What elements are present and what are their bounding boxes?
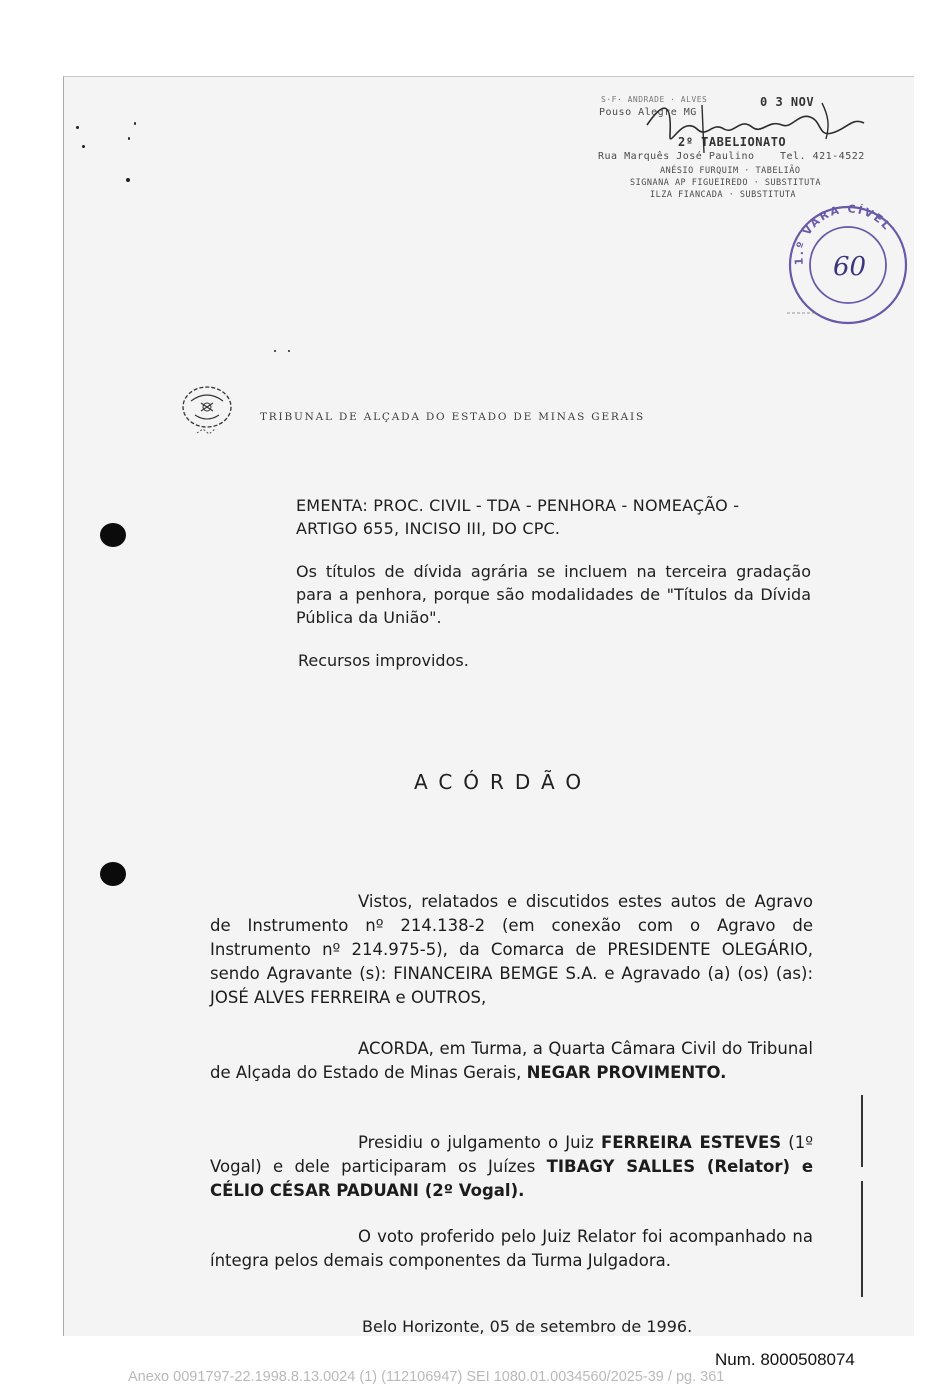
ementa-heading-line1: EMENTA: PROC. CIVIL - TDA - PENHORA - NOMEAÇÃO -: [296, 496, 740, 515]
acordao-paragraph-3: [210, 1131, 813, 1203]
ementa-result: Recursos improvidos.: [298, 651, 469, 670]
scan-speck: [134, 122, 136, 125]
p3-text-a: Presidiu o julgamento o Juiz: [358, 1133, 601, 1152]
p3-text-g: (2º Vogal).: [418, 1181, 525, 1200]
ementa-heading-line2: ARTIGO 655, INCISO III, DO CPC.: [296, 519, 561, 538]
notary-phone: Tel. 421-4522: [780, 151, 865, 162]
annex-footer: Anexo 0091797-22.1998.8.13.0024 (1) (112106947) SEI 1080.01.0034560/2025-39 / pg. 361: [128, 1369, 725, 1385]
judge-relator: TIBAGY SALLES: [546, 1157, 696, 1176]
acordao-paragraph-4: [210, 1225, 813, 1273]
scan-speck: [288, 350, 290, 352]
court-name: TRIBUNAL DE ALÇADA DO ESTADO DE MINAS GERAIS: [260, 411, 645, 423]
margin-bar: [861, 1095, 863, 1167]
punch-hole: [100, 523, 126, 547]
acordao-p2-lead: ACORDA, em Turma, a Quarta Câmara Civil do Tribunal de Alçada do Estado de Minas Gerais,: [210, 1039, 813, 1082]
stamp-arc-text: 1.º VARA CÍVEL: [792, 202, 895, 266]
acordao-paragraph-1: [210, 890, 813, 1010]
notary-stamp: [594, 91, 874, 206]
p3-text-e: (Relator) e: [695, 1157, 814, 1176]
notary-name2: SIGNANA AP FIGUEIREDO · SUBSTITUTA: [630, 178, 821, 188]
scanned-page: [63, 76, 914, 1336]
notary-office: 2º TABELIONATO: [678, 135, 787, 149]
notary-line1: S·F· ANDRADE · ALVES: [601, 95, 708, 104]
notary-address: Rua Marquês José Paulino: [598, 151, 755, 162]
acordao-p4-text: O voto proferido pelo Juiz Relator foi acompanhado na íntegra pelos demais componentes da Turma Julgadora.: [210, 1227, 813, 1270]
notary-date: 0 3 NOV: [760, 95, 815, 109]
ementa-heading: [296, 494, 811, 540]
judge-vogal-2: CÉLIO CÉSAR PADUANI: [210, 1181, 419, 1200]
notary-name3: ILZA FIANCADA · SUBSTITUTA: [650, 190, 797, 200]
court-crest-icon: [177, 381, 237, 441]
stamp-page-mark: 60: [833, 252, 867, 282]
notary-signature: [642, 95, 872, 157]
acordao-title: ACÓRDÃO: [414, 770, 593, 794]
acordao-paragraph-2: [210, 1037, 813, 1085]
vara-civel-stamp: [787, 195, 909, 330]
notary-name1: ANÉSIO FURQUIM · TABELIÃO: [660, 166, 801, 176]
ementa-body: Os títulos de dívida agrária se incluem na terceira gradação para a penhora, porque são modalidades de "Títulos da Dívida Pública da União".: [296, 562, 811, 627]
judge-vogal-1: FERREIRA ESTEVES: [600, 1133, 782, 1152]
closing-date: Belo Horizonte, 05 de setembro de 1996.: [362, 1317, 693, 1336]
margin-bar: [861, 1181, 863, 1297]
document-number: Num. 8000508074: [715, 1350, 855, 1369]
punch-hole: [100, 862, 126, 886]
scan-speck: [128, 137, 130, 140]
p3-text-c: (1º Vogal) e dele participaram os Juízes: [210, 1133, 813, 1176]
acordao-decision: NEGAR PROVIMENTO.: [526, 1063, 727, 1082]
acordao-p1-text: Vistos, relatados e discutidos estes autos de Agravo de Instrumento nº 214.138-2 (em conexão com o Agravo de Instrumento nº 214.975-5), da Comarca de PRESIDENTE OLEGÁRIO, sendo Agravante (s): FINANCEIRA BEMGE S.A. e Agravado (a) (os) (as): JOSÉ ALVES FERREIRA e OUTROS,: [210, 892, 813, 1007]
scan-speck: [76, 126, 79, 129]
scan-speck: [82, 145, 85, 148]
notary-line2: Pouso Alegre MG: [599, 107, 697, 118]
scan-speck: [274, 350, 276, 352]
scan-speck: [126, 178, 130, 182]
